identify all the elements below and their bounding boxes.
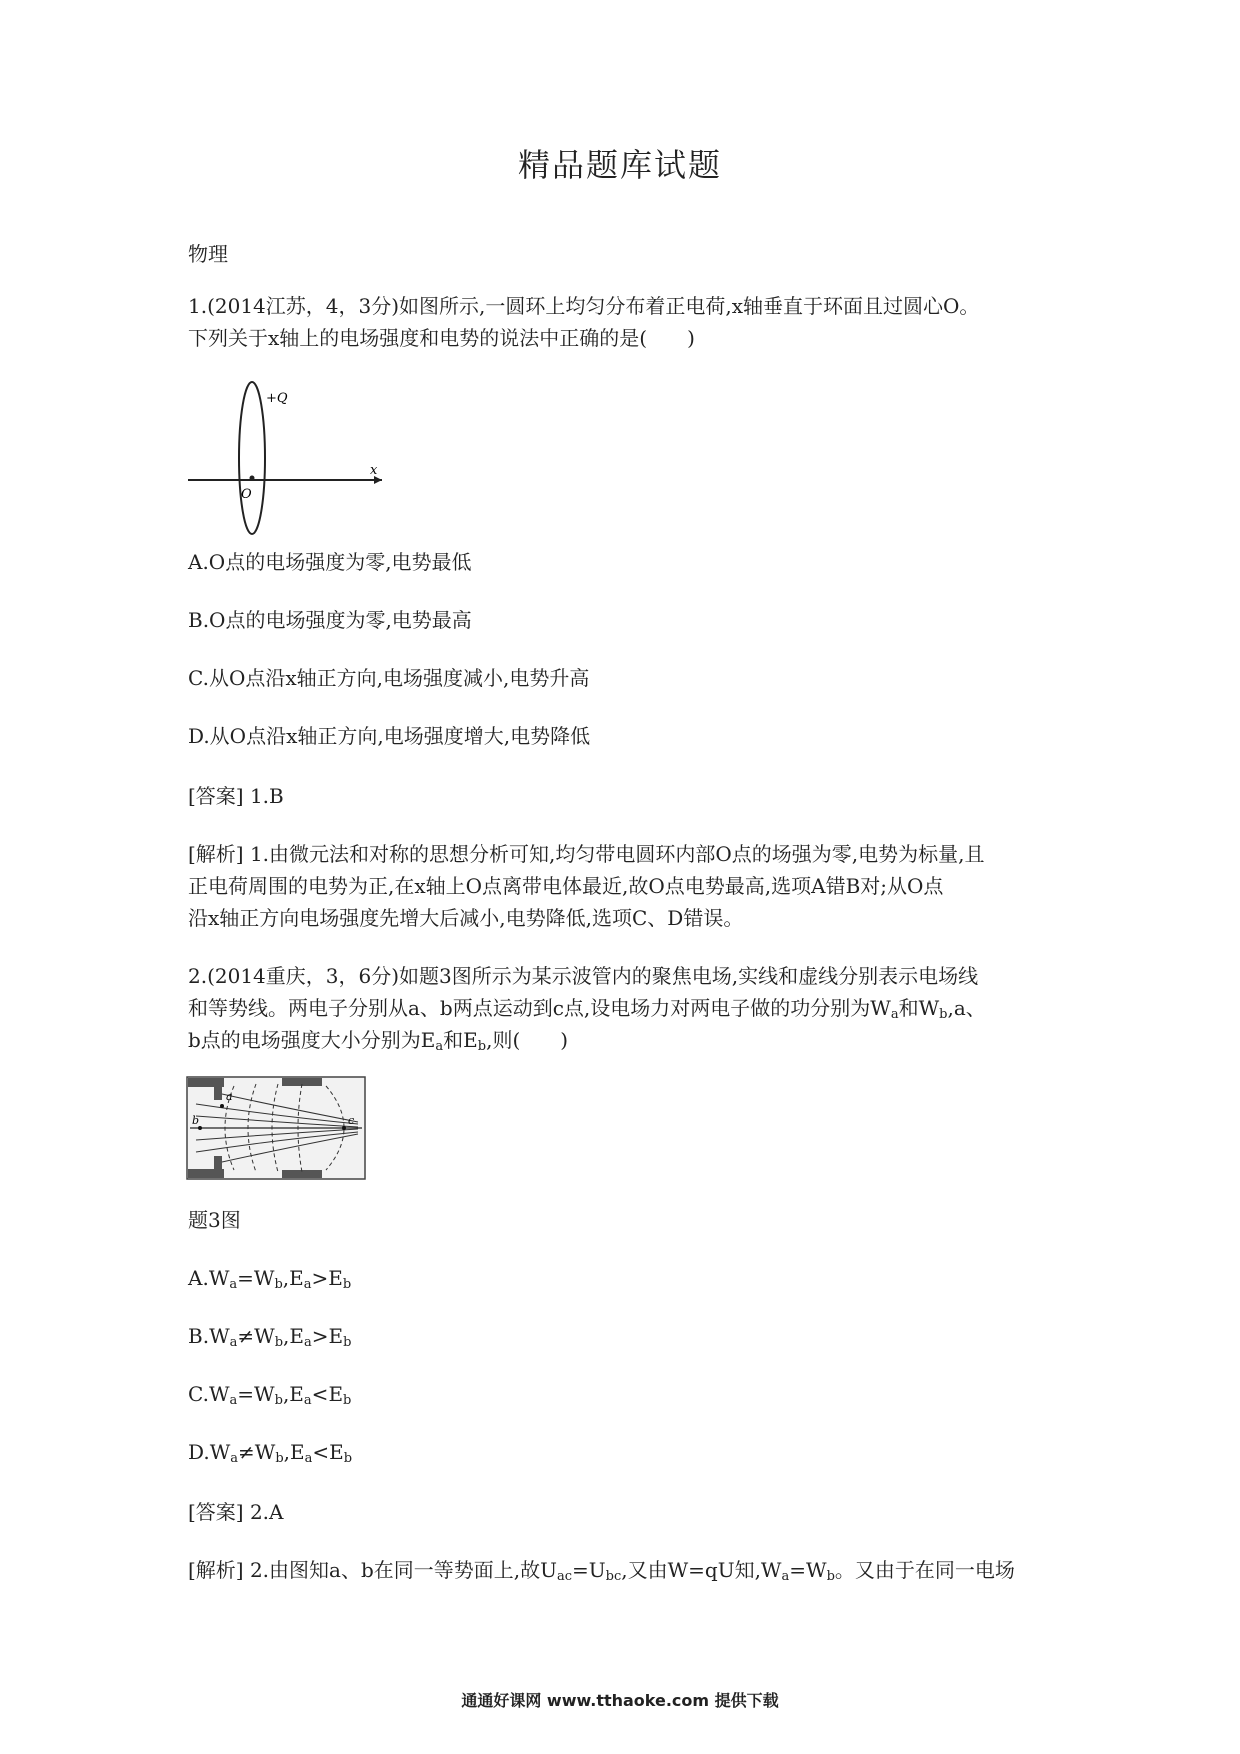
subject-label: 物理 <box>188 242 228 266</box>
q1-stem-line1: 1.(2014江苏，4，3分)如图所示,一圆环上均匀分布着正电荷,x轴垂直于环面且过圆心O。 <box>188 294 980 318</box>
q2-option-b: $B.W_a\ne W_b,E_a>E_b$ <box>188 1324 352 1350</box>
page-footer: 通通好课网 www.tthaoke.com 提供下载 <box>461 1691 779 1710</box>
page-title: 精品题库试题 <box>517 146 722 184</box>
q1-ring-figure <box>186 378 386 538</box>
q1-option-b: B.O点的电场强度为零,电势最高 <box>188 608 472 632</box>
q1-stem-line2: 下列关于x轴上的电场强度和电势的说法中正确的是( ) <box>188 326 695 350</box>
q1-option-d: D.从O点沿x轴正方向,电场强度增大,电势降低 <box>188 724 591 748</box>
point-b-label: b <box>192 1114 200 1127</box>
charge-label: +Q <box>266 391 288 406</box>
q2-stem-line1: 2.(2014重庆，3，6分)如题3图所示为某示波管内的聚焦电场,实线和虚线分别表示电场线 <box>188 964 979 988</box>
point-a-label: a <box>226 1090 233 1103</box>
q2-analysis-line1: [解析] 2.由图知a、b在同一等势面上,故$U_{ac}=U_{bc}$,又由W=qU知$,W_a=W_b$。又由于在同一电场 <box>188 1558 1015 1584</box>
x-axis-label: x <box>370 463 378 478</box>
q2-stem-line2: 和等势线。两电子分别从a、b两点运动到c点,设电场力对两电子做的功分别为$W_a$和$W_b,a$、 <box>188 996 986 1022</box>
q1-analysis-line1: [解析] 1.由微元法和对称的思想分析可知,均匀带电圆环内部O点的场强为零,电势为标量,且 <box>188 842 985 866</box>
q2-focusing-field-figure <box>186 1076 366 1180</box>
q2-figure-caption: 题3图 <box>188 1208 241 1232</box>
q2-answer: [答案] 2.A <box>188 1500 284 1524</box>
q2-option-d: $D.W_a\ne W_b,E_a<E_b$ <box>188 1440 353 1466</box>
q2-option-a: $A.W_a=W_b,E_a>E_b$ <box>188 1266 352 1292</box>
q1-answer: [答案] 1.B <box>188 784 284 808</box>
q1-option-a: A.O点的电场强度为零,电势最低 <box>188 550 472 574</box>
origin-label: O <box>241 487 252 502</box>
q1-analysis-line2: 正电荷周围的电势为正,在x轴上O点离带电体最近,故O点电势最高,选项A错B对;从O点 <box>188 874 944 898</box>
q1-analysis-line3: 沿x轴正方向电场强度先增大后减小,电势降低,选项C、D错误。 <box>188 906 744 930</box>
q2-stem-line3: b点的电场强度大小分别为$E_a$和$E_b$,则( ) <box>188 1028 569 1054</box>
q2-option-c: $C.W_a=W_b,E_a<E_b$ <box>188 1382 352 1408</box>
q1-option-c: C.从O点沿x轴正方向,电场强度减小,电势升高 <box>188 666 590 690</box>
point-c-label: c <box>348 1114 355 1127</box>
